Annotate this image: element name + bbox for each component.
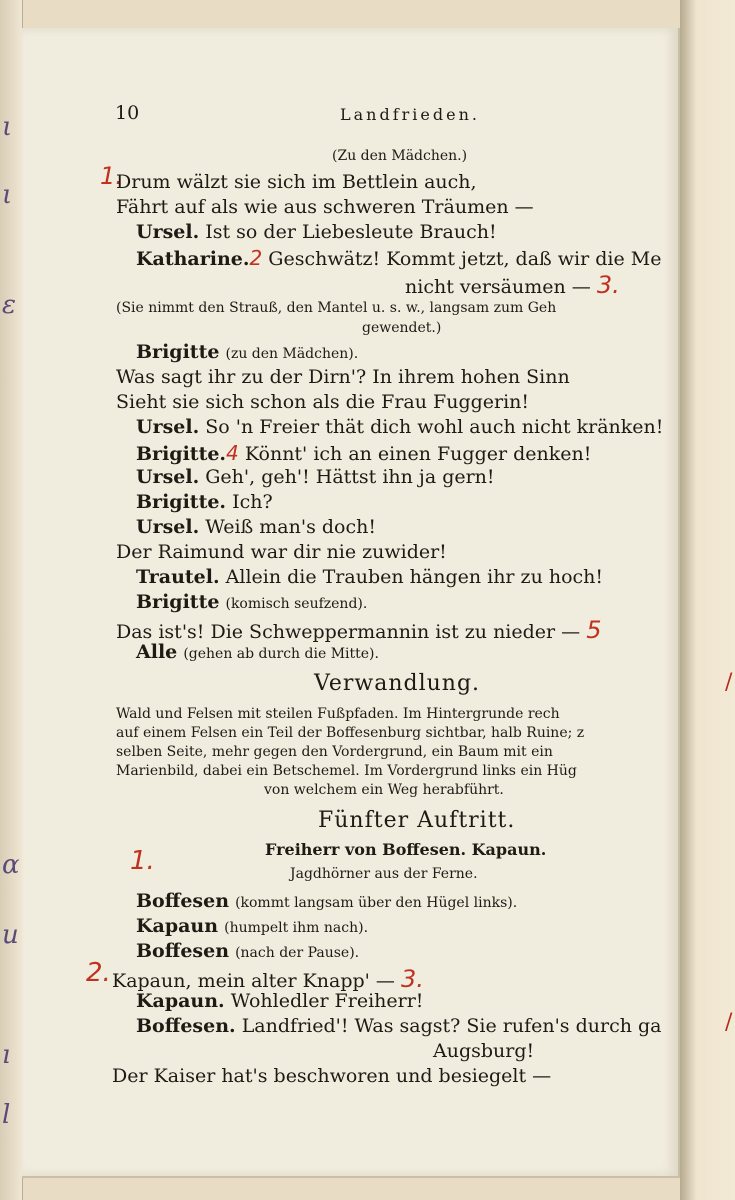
speaker-name: Ursel. — [136, 221, 200, 243]
book-page — [22, 28, 680, 1178]
scene-description: Wald und Felsen mit steilen Fußpfaden. Im Hintergrunde rech — [116, 706, 560, 722]
dialogue-text: Kapaun, mein alter Knapp' — — [112, 970, 395, 992]
dialogue-line — [136, 890, 517, 912]
speaker-name: Ursel. — [136, 466, 200, 488]
dialogue-line — [136, 1015, 662, 1037]
stage-direction: (kommt langsam über den Hügel links). — [235, 895, 518, 911]
scene-description: Marienbild, dabei ein Betschemel. Im Vordergrund links ein Hüg — [116, 763, 577, 779]
scene-heading: Fünfter Auftritt. — [318, 808, 516, 833]
red-annotation: 1. — [100, 162, 123, 190]
stage-direction: gewendet.) — [362, 320, 442, 336]
dialogue-line — [136, 641, 379, 663]
red-margin-mark: / — [725, 1010, 733, 1035]
running-title: Landfrieden. — [340, 105, 480, 124]
stage-direction: (zu den Mädchen). — [225, 346, 359, 362]
speaker-name: Trautel. — [136, 566, 220, 588]
dialogue-text: Das ist's! Die Schweppermannin ist zu nieder — — [116, 621, 581, 643]
page-number: 10 — [115, 102, 140, 124]
stage-direction: (Sie nimmt den Strauß, den Mantel u. s. w., langsam zum Geh — [116, 300, 557, 316]
stage-direction: (Zu den Mädchen.) — [332, 148, 468, 164]
red-margin-mark: / — [725, 670, 733, 695]
speaker-name: Brigitte. — [136, 443, 227, 465]
red-annotation: 3. — [596, 271, 620, 299]
dialogue-text: Geh', geh'! Hättst ihn ja gern! — [205, 466, 495, 488]
speaker-name: Ursel. — [136, 516, 200, 538]
stage-direction: (gehen ab durch die Mitte). — [183, 646, 379, 662]
handwriting-fragment: ɑ — [2, 850, 20, 880]
speaker-name: Brigitte — [136, 591, 220, 613]
dialogue-text: Allein die Trauben hängen ihr zu hoch! — [225, 566, 604, 588]
verse-line: Drum wälzt sie sich im Bettlein auch, — [116, 171, 477, 193]
verse-line — [116, 616, 601, 644]
red-annotation: 3. — [400, 965, 424, 993]
dialogue-line — [136, 990, 423, 1012]
next-page-edge — [680, 0, 735, 1200]
adjacent-page-edge — [0, 0, 23, 1200]
stage-direction: (nach der Pause). — [235, 945, 360, 961]
speaker-name: Brigitte — [136, 341, 220, 363]
dialogue-line — [136, 491, 273, 513]
red-annotation: 5 — [586, 616, 602, 644]
dialogue-text: Ist so der Liebesleute Brauch! — [205, 221, 497, 243]
speaker-name: Kapaun. — [136, 990, 225, 1012]
handwriting-fragment: ι — [2, 180, 13, 210]
dialogue-text: Weiß man's doch! — [205, 516, 376, 538]
verse-line: Fährt auf als wie aus schweren Träumen — — [116, 196, 534, 218]
red-annotation: 2 — [249, 246, 263, 270]
stage-direction: Jagdhörner aus der Ferne. — [290, 866, 478, 882]
handwriting-fragment: ι — [2, 112, 13, 142]
verse-line: Augsburg! — [433, 1040, 535, 1062]
dialogue-text: Könnt' ich an einen Fugger denken! — [244, 443, 592, 465]
dialogue-text: Landfried'! Was sagst? Sie rufen's durch ga — [241, 1015, 662, 1037]
dialogue-line — [136, 940, 359, 962]
red-annotation: 1. — [130, 846, 155, 876]
handwriting-fragment: ı — [2, 1040, 11, 1070]
stage-direction: (humpelt ihm nach). — [224, 920, 369, 936]
verse-line: Der Kaiser hat's beschworen und besiegelt — — [112, 1065, 552, 1087]
dialogue-text: Wohledler Freiherr! — [230, 990, 424, 1012]
dramatis-personae: Freiherr von Boffesen. Kapaun. — [265, 840, 547, 859]
dialogue-text: Geschwätz! Kommt jetzt, daß wir die Me — [268, 248, 662, 270]
scene-description: von welchem ein Weg herabführt. — [264, 782, 504, 798]
dialogue-text: So 'n Freier thät dich wohl auch nicht kränken! — [205, 416, 664, 438]
speaker-name: Boffesen. — [136, 1015, 236, 1037]
speaker-name: Boffesen — [136, 940, 230, 962]
dialogue-line — [136, 341, 358, 363]
dialogue-line — [136, 591, 367, 613]
verse-line: Was sagt ihr zu der Dirn'? In ihrem hohen Sinn — [116, 366, 570, 388]
handwriting-fragment: ε — [2, 290, 16, 320]
dialogue-line — [136, 915, 368, 937]
dialogue-line — [136, 416, 663, 438]
red-annotation: 4 — [226, 441, 239, 465]
scene-description: auf einem Felsen ein Teil der Boffesenburg sichtbar, halb Ruine; z — [116, 725, 585, 741]
dialogue-line — [136, 221, 497, 243]
dialogue-text: nicht versäumen — — [405, 276, 591, 298]
speaker-name: Boffesen — [136, 890, 230, 912]
handwriting-fragment: l — [2, 1100, 11, 1130]
scene-change-heading: Verwandlung. — [314, 671, 481, 696]
handwriting-fragment: u — [2, 920, 19, 950]
stage-direction: (komisch seufzend). — [225, 596, 368, 612]
verse-line — [112, 965, 424, 993]
dialogue-line — [136, 466, 495, 488]
speaker-name: Brigitte. — [136, 491, 227, 513]
dialogue-line — [136, 566, 603, 588]
speaker-name: Ursel. — [136, 416, 200, 438]
dialogue-line — [136, 246, 661, 270]
verse-line — [405, 271, 620, 299]
red-annotation: 2. — [86, 958, 111, 988]
dialogue-line — [136, 441, 591, 465]
dialogue-line — [136, 516, 376, 538]
speaker-name: Alle — [136, 641, 178, 663]
verse-line: Der Raimund war dir nie zuwider! — [116, 541, 447, 563]
speaker-name: Katharine. — [136, 248, 250, 270]
scene-description: selben Seite, mehr gegen den Vordergrund, ein Baum mit ein — [116, 744, 553, 760]
verse-line: Sieht sie sich schon als die Frau Fuggerin! — [116, 391, 530, 413]
dialogue-text: Ich? — [232, 491, 273, 513]
speaker-name: Kapaun — [136, 915, 219, 937]
